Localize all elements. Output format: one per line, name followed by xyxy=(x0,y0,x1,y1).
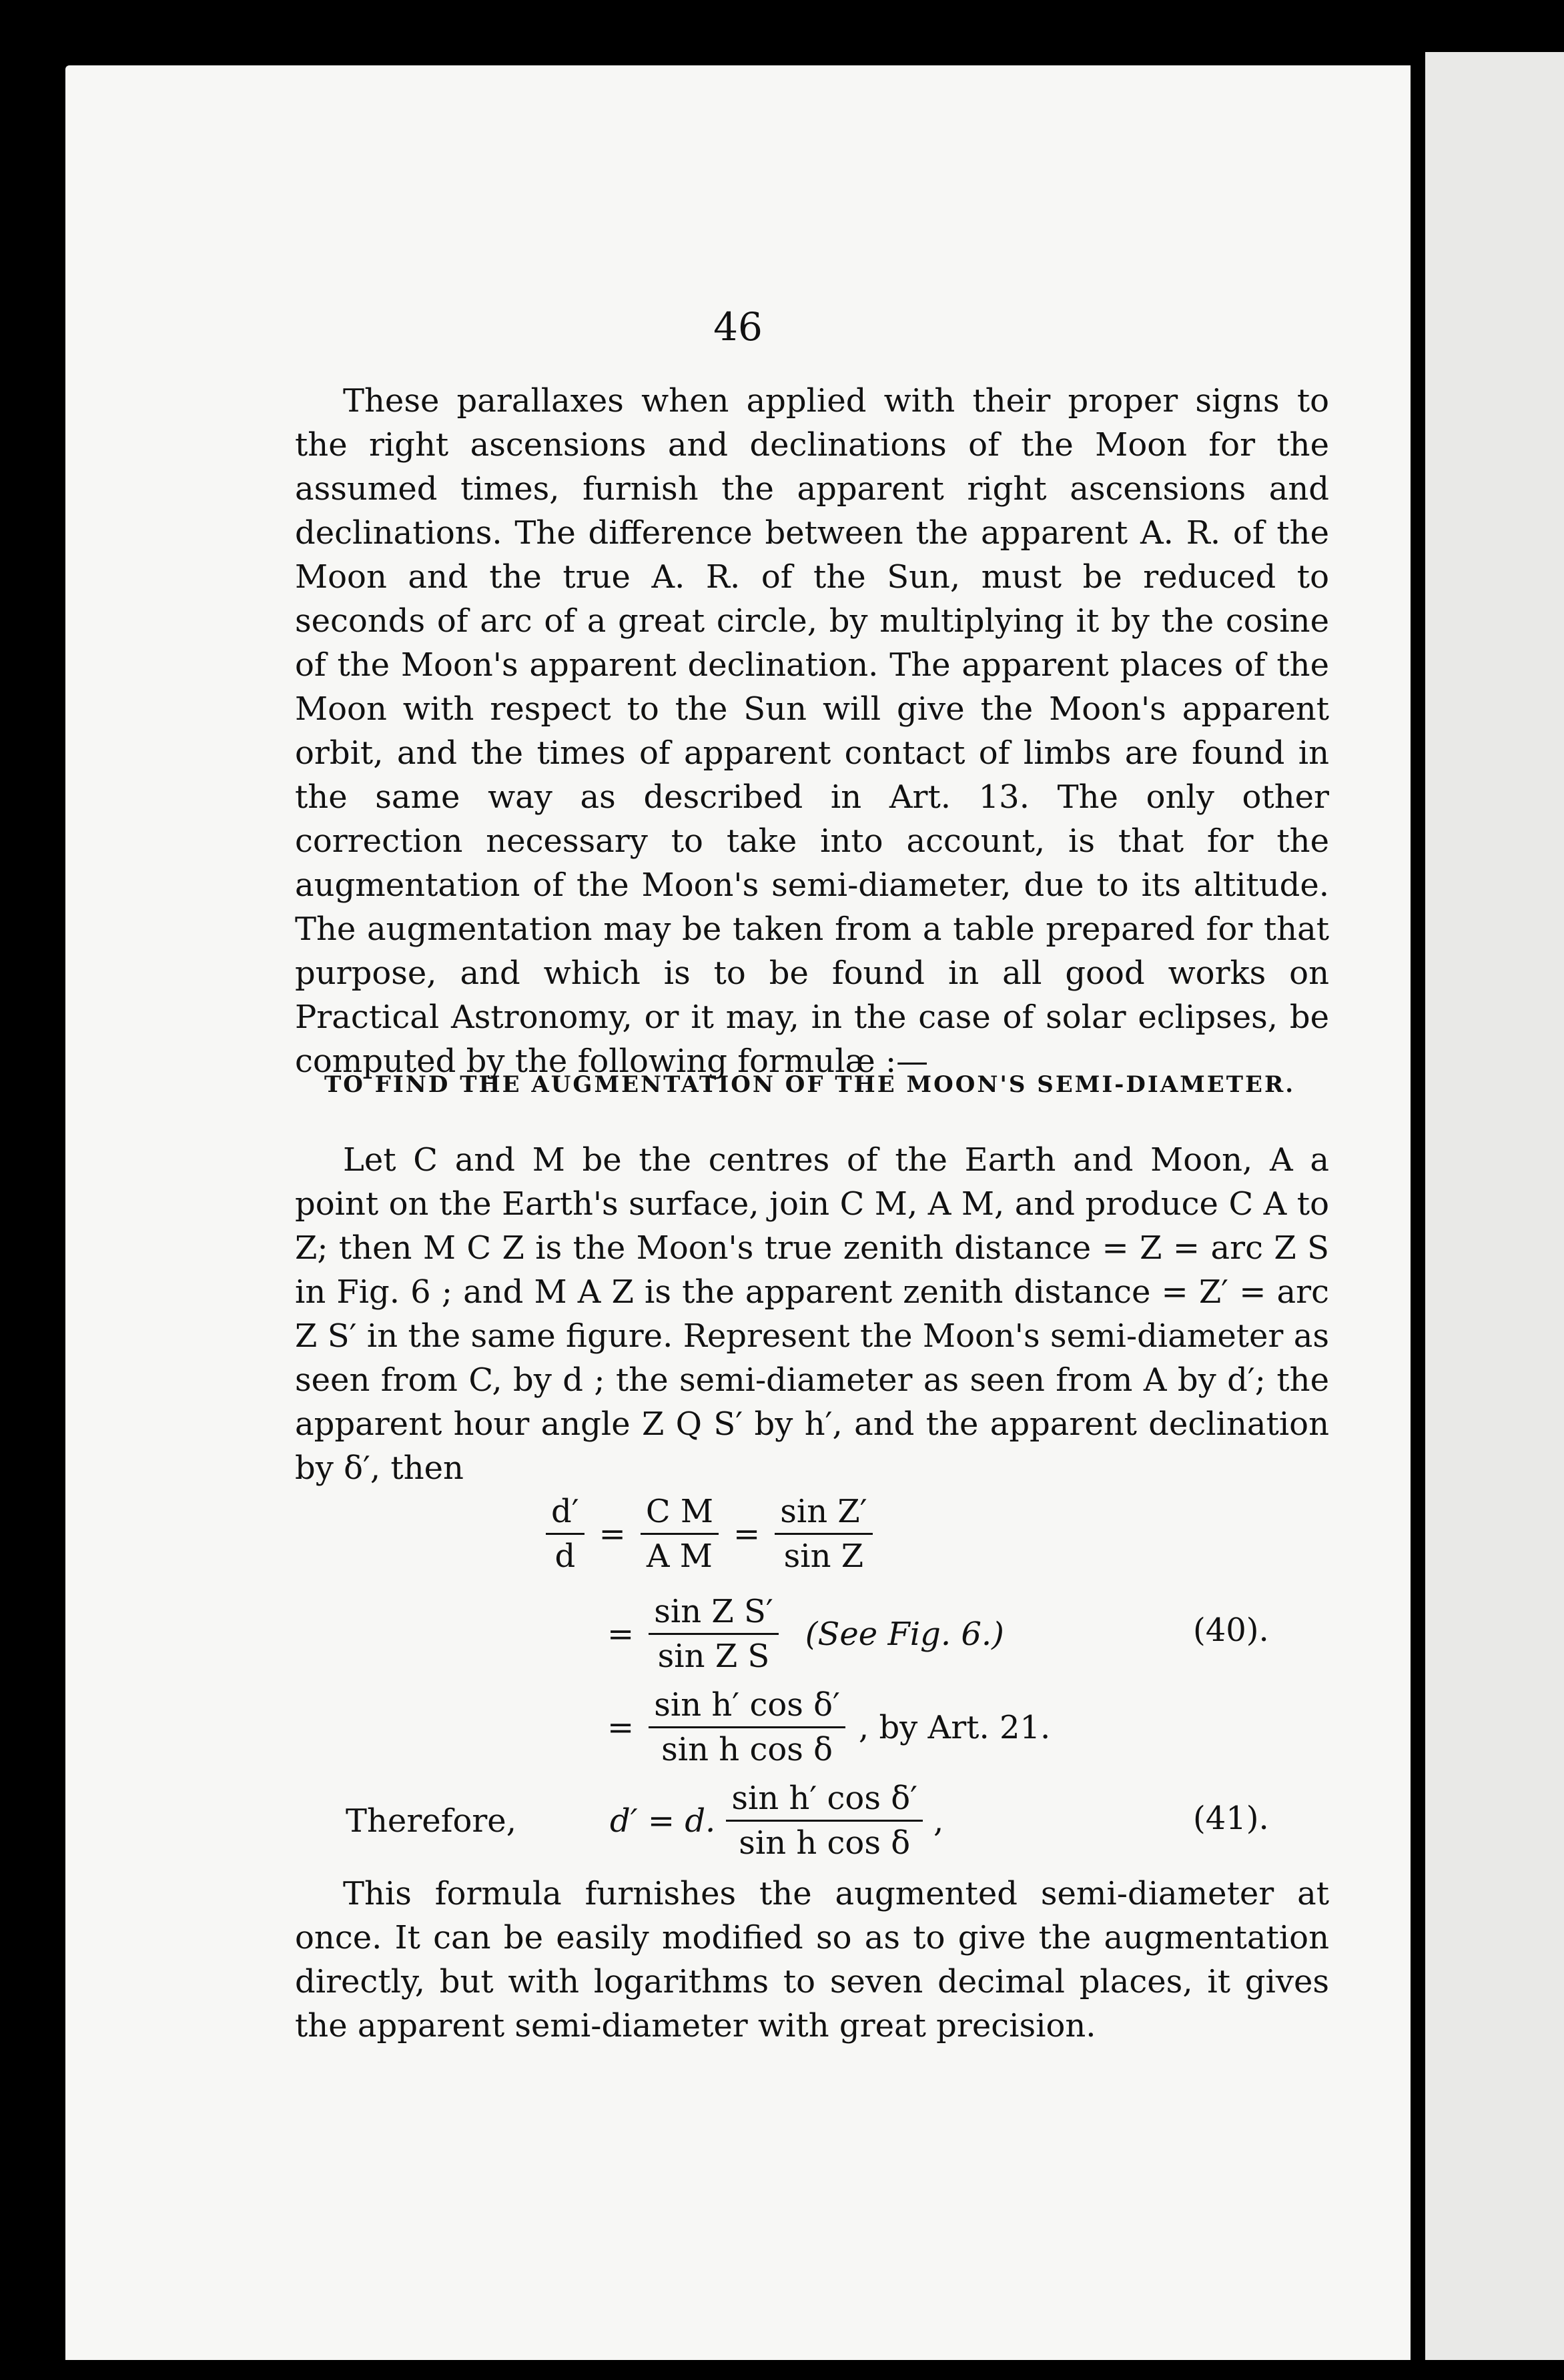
equation-label-41: (41). xyxy=(1193,1800,1269,1837)
eq3-fraction xyxy=(649,1686,845,1768)
eq1-rhs-numerator: sin Z′ xyxy=(775,1493,872,1535)
page-number: 46 xyxy=(713,304,763,350)
eq2-denominator: sin Z S xyxy=(657,1638,770,1675)
paragraph-definitions xyxy=(295,1138,1329,1490)
eq1-rhs-fraction xyxy=(775,1493,872,1575)
equals-sign: = xyxy=(607,1615,635,1653)
equals-sign: = xyxy=(607,1708,635,1746)
eq1-mid-fraction xyxy=(641,1493,719,1575)
eq4-denominator: sin h cos δ xyxy=(739,1824,911,1862)
paragraph-conclusion xyxy=(295,1872,1329,2048)
paragraph-2-text: Let C and M be the centres of the Earth and Moon, A a point on the Earth's surface, join C M, A M, and produce C A to Z; then M C Z is the Moon's true zenith distance = Z = arc Z S in Fig. 6 ; and M A Z is the apparent zenith distance = Z′ = arc Z S′ in the same figure. Represent the Moon's semi-diameter as seen from C, by d ; the semi-diameter as seen from A by d′; the apparent hour angle Z Q S′ by h′, and the apparent declination by δ′, then xyxy=(295,1141,1329,1487)
equals-sign: = xyxy=(733,1515,761,1553)
eq2-note: (See Fig. 6.) xyxy=(805,1615,1004,1653)
eq2-numerator: sin Z S′ xyxy=(649,1593,779,1635)
eq3-denominator: sin h cos δ xyxy=(661,1731,833,1768)
eq1-lhs-numerator: d′ xyxy=(546,1493,584,1535)
equation-1 xyxy=(546,1493,873,1575)
book-page xyxy=(65,65,1411,2360)
eq4-numerator: sin h′ cos δ′ xyxy=(726,1780,923,1822)
eq1-lhs-fraction xyxy=(546,1493,584,1575)
paragraph-1-text: These parallaxes when applied with their proper signs to the right ascensions and declinations of the Moon for the assumed times, furnish the apparent right ascensions and declinations. The difference between the apparent A. R. of the Moon and the true A. R. of the Sun, must be reduced to seconds of arc of a great circle, by multiplying it by the cosine of the Moon's apparent declination. The apparent places of the Moon with respect to the Sun will give the Moon's apparent orbit, and the times of apparent contact of limbs are found in the same way as described in Art. 13. The only other correction necessary to take into account, is that for the augmentation of the Moon's semi-diameter, due to its altitude. The augmentation may be taken from a table prepared for that purpose, and which is to be found in all good works on Practical Astronomy, or it may, in the case of solar eclipses, be computed by the following formulæ :— xyxy=(295,382,1329,1080)
eq4-lhs: d′ = d. xyxy=(609,1802,716,1840)
equation-label-40: (40). xyxy=(1193,1612,1269,1649)
eq1-mid-numerator: C M xyxy=(641,1493,719,1535)
eq2-fraction xyxy=(649,1593,779,1675)
eq1-mid-denominator: A M xyxy=(646,1538,713,1575)
eq4-prefix: Therefore, xyxy=(346,1802,516,1840)
equals-sign: = xyxy=(599,1515,626,1553)
equation-4 xyxy=(346,1780,943,1862)
eq4-fraction xyxy=(726,1780,923,1862)
paragraph-3-text: This formula furnishes the augmented semi-diameter at once. It can be easily modified so as to give the augmentation directly, but with logarithms to seven decimal places, it gives the apparent semi-diameter with great precision. xyxy=(295,1875,1329,2044)
paragraph-parallaxes xyxy=(295,379,1329,1083)
adjacent-page-edge xyxy=(1425,52,1564,2360)
eq1-rhs-denominator: sin Z xyxy=(783,1538,864,1575)
eq4-comma: , xyxy=(933,1802,944,1840)
section-heading: TO FIND THE AUGMENTATION OF THE MOON'S SEMI-DIAMETER. xyxy=(324,1071,1296,1098)
eq1-lhs-denominator: d xyxy=(554,1538,576,1575)
eq3-numerator: sin h′ cos δ′ xyxy=(649,1686,845,1728)
equation-2 xyxy=(593,1593,1004,1675)
equation-3 xyxy=(593,1686,1050,1768)
eq3-note: , by Art. 21. xyxy=(858,1708,1051,1746)
